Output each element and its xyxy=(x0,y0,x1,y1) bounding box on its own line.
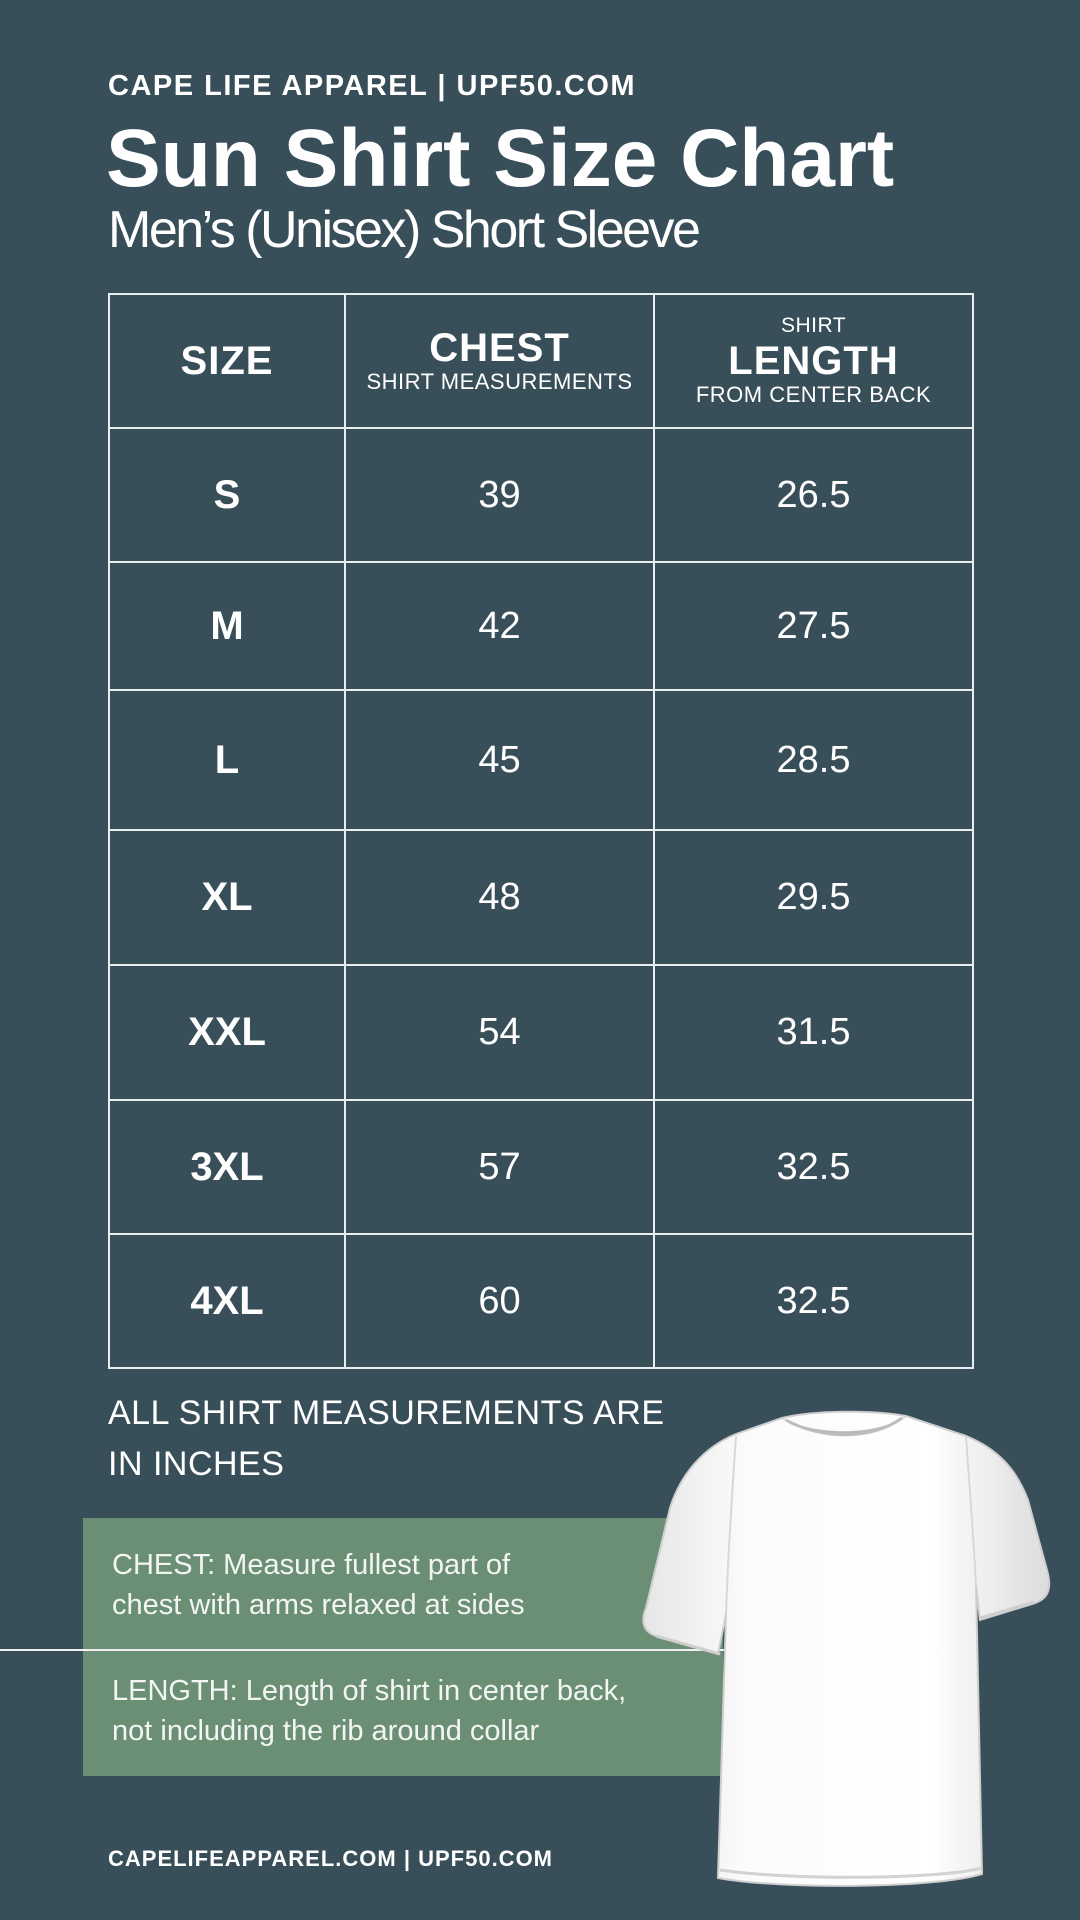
table-header-row xyxy=(109,294,973,428)
length-cell: 31.5 xyxy=(654,965,973,1100)
size-cell: XL xyxy=(109,830,345,965)
page-subtitle: Men’s (Unisex) Short Sleeve xyxy=(108,201,699,259)
chest-cell: 54 xyxy=(345,965,654,1100)
page-title: Sun Shirt Size Chart xyxy=(106,113,895,204)
length-cell: 32.5 xyxy=(654,1234,973,1368)
length-cell: 27.5 xyxy=(654,562,973,690)
size-cell: L xyxy=(109,690,345,830)
size-cell: M xyxy=(109,562,345,690)
header-chest-sublabel: SHIRT MEASUREMENTS xyxy=(366,368,633,394)
header-length-sublabel: FROM CENTER BACK xyxy=(695,382,932,408)
units-note-line2: IN INCHES xyxy=(108,1445,285,1483)
length-cell: 28.5 xyxy=(654,690,973,830)
chest-note-line2: chest with arms relaxed at sides xyxy=(112,1589,525,1621)
header-size xyxy=(109,294,345,428)
table-row xyxy=(109,1100,973,1234)
table-row xyxy=(109,830,973,965)
length-note-line2: not including the rib around collar xyxy=(112,1715,540,1747)
table-row xyxy=(109,690,973,830)
header-length-prelabel: SHIRT xyxy=(780,314,847,338)
footer-links: CAPELIFEAPPAREL.COM | UPF50.COM xyxy=(108,1846,554,1871)
chest-cell: 60 xyxy=(345,1234,654,1368)
length-note-line1: LENGTH: Length of shirt in center back, xyxy=(112,1675,627,1707)
size-cell: S xyxy=(109,428,345,562)
t-shirt-icon xyxy=(636,1404,1060,1896)
units-note xyxy=(108,1388,708,1490)
length-cell: 26.5 xyxy=(654,428,973,562)
table-row xyxy=(109,562,973,690)
length-cell: 32.5 xyxy=(654,1100,973,1234)
header-length-label: LENGTH xyxy=(728,339,899,384)
table-row xyxy=(109,428,973,562)
size-cell: 4XL xyxy=(109,1234,345,1368)
chest-cell: 39 xyxy=(345,428,654,562)
header-chest xyxy=(345,294,654,428)
chest-cell: 45 xyxy=(345,690,654,830)
header-length xyxy=(654,294,973,428)
header-size-label: SIZE xyxy=(180,339,274,383)
size-chart-table xyxy=(108,293,974,1369)
units-note-line1: ALL SHIRT MEASUREMENTS ARE xyxy=(108,1394,665,1432)
divider-line xyxy=(0,1649,725,1651)
header-chest-label: CHEST xyxy=(429,325,570,370)
table-row xyxy=(109,965,973,1100)
size-cell: 3XL xyxy=(109,1100,345,1234)
chest-cell: 42 xyxy=(345,562,654,690)
chest-cell: 57 xyxy=(345,1100,654,1234)
size-cell: XXL xyxy=(109,965,345,1100)
chest-cell: 48 xyxy=(345,830,654,965)
chest-note-line1: CHEST: Measure fullest part of xyxy=(112,1549,511,1581)
brand-header: CAPE LIFE APPAREL | UPF50.COM xyxy=(108,70,637,102)
length-cell: 29.5 xyxy=(654,830,973,965)
table-row xyxy=(109,1234,973,1368)
